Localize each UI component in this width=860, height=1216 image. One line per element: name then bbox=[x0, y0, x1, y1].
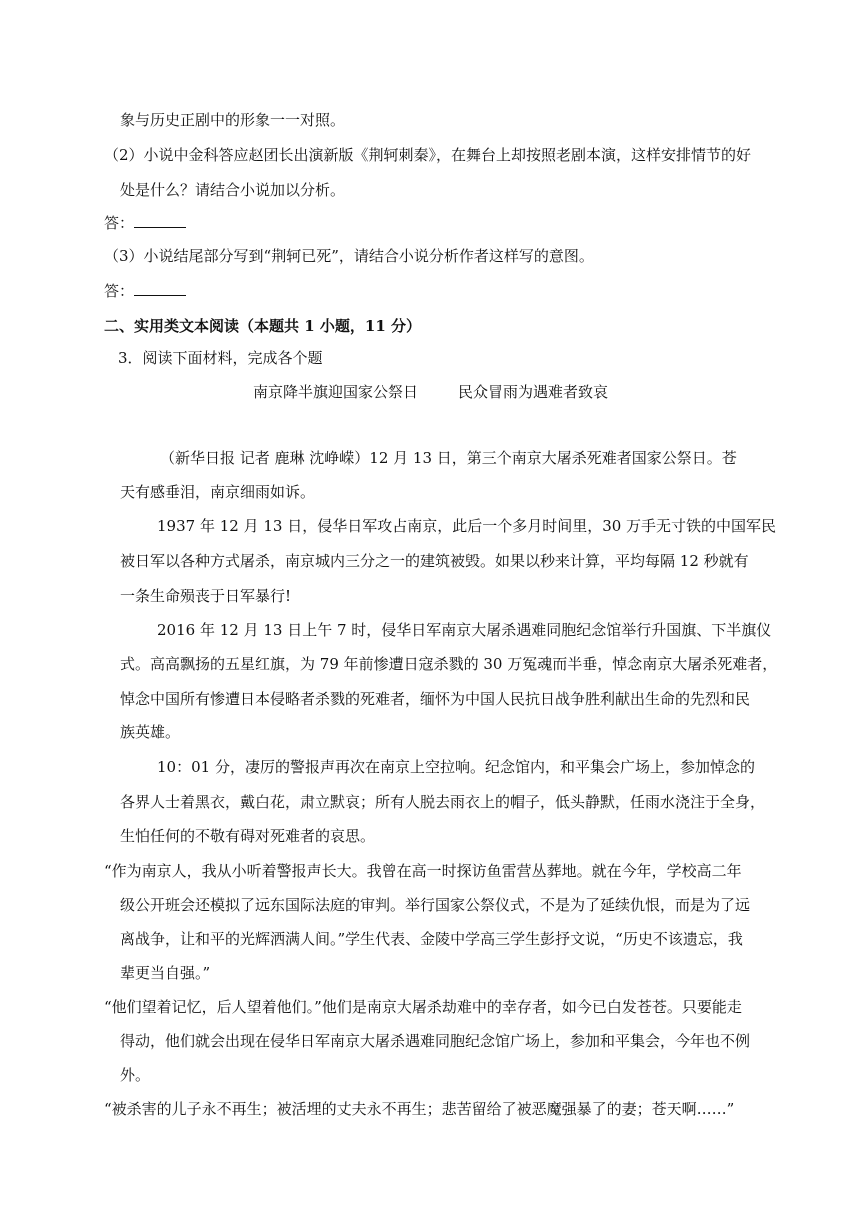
answer-label: 答： bbox=[104, 214, 135, 232]
paragraph-line: 10：01 分，凄厉的警报声再次在南京上空拉响。纪念馆内，和平集会广场上，参加悼念的 bbox=[157, 758, 755, 776]
paragraph-line: 族英雄。 bbox=[120, 723, 181, 741]
paragraph-line: 悼念中国所有惨遭日本侵略者杀戮的死难者，缅怀为中国人民抗日战争胜利献出生命的先烈和民 bbox=[120, 690, 751, 708]
paragraph-line: 辈更当自强。” bbox=[120, 964, 211, 982]
question-2-line-1: （2）小说中金科答应赵团长出演新版《荆轲刺秦》，在舞台上却按照老剧本演，这样安排情节的好 bbox=[104, 146, 752, 164]
paragraph-line: 式。高高飘扬的五星红旗，为 79 年前惨遭日寇杀戮的 30 万冤魂而半垂，悼念南京大屠杀死难者， bbox=[120, 655, 778, 673]
paragraph-line: “被杀害的儿子永不再生；被活埋的丈夫永不再生；悲苦留给了被恶魔强暴了的妻；苍天啊……” bbox=[104, 1100, 735, 1118]
question-2-line-2: 处是什么？请结合小说加以分析。 bbox=[120, 181, 346, 199]
paragraph-line: 级公开班会还模拟了远东国际法庭的审判。举行国家公祭仪式，不是为了延续仇恨，而是为了远 bbox=[120, 896, 751, 914]
answer-line-1 bbox=[104, 213, 186, 233]
question-intro: 3．阅读下面材料，完成各个题 bbox=[118, 349, 323, 367]
paragraph-line: 各界人士着黑衣，戴白花，肃立默哀；所有人脱去雨衣上的帽子，低头静默，任雨水浇注于全身， bbox=[120, 793, 766, 811]
paragraph-line: 离战争，让和平的光辉洒满人间。”学生代表、金陵中学高三学生彭抒文说，“历史不该遗忘，我 bbox=[120, 930, 743, 948]
article-title bbox=[253, 382, 608, 402]
paragraph-line: 象与历史正剧中的形象一一对照。 bbox=[120, 111, 346, 129]
paragraph-line: 1937 年 12 月 13 日，侵华日军攻占南京，此后一个多月时间里，30 万手无寸铁的中国军民 bbox=[157, 517, 777, 535]
paragraph-line: “作为南京人，我从小听着警报声长大。我曾在高一时探访鱼雷营丛葬地。就在今年，学校高二年 bbox=[104, 862, 742, 880]
paragraph-line: 生怕任何的不敬有碍对死难者的哀思。 bbox=[120, 827, 376, 845]
answer-label: 答： bbox=[104, 282, 135, 300]
paragraph-line: “他们望着记忆，后人望着他们。”他们是南京大屠杀劫难中的幸存者，如今已白发苍苍。只要能走 bbox=[104, 998, 742, 1016]
answer-line-2 bbox=[104, 281, 186, 301]
paragraph-line: 外。 bbox=[120, 1066, 151, 1084]
paragraph-line: 得动，他们就会出现在侵华日军南京大屠杀遇难同胞纪念馆广场上，参加和平集会，今年也不例 bbox=[120, 1032, 751, 1050]
article-title-left: 南京降半旗迎国家公祭日 bbox=[253, 383, 419, 401]
answer-blank[interactable] bbox=[134, 213, 186, 228]
paragraph-line: （新华日报 记者 鹿琳 沈峥嵘）12 月 13 日，第三个南京大屠杀死难者国家公祭日。苍 bbox=[160, 449, 737, 467]
article-title-right: 民众冒雨为遇难者致哀 bbox=[458, 383, 609, 401]
section-heading: 二、实用类文本阅读（本题共 1 小题，11 分） bbox=[104, 317, 421, 335]
paragraph-line: 被日军以各种方式屠杀，南京城内三分之一的建筑被毁。如果以秒来计算，平均每隔 12 秒就有 bbox=[120, 552, 749, 570]
paragraph-line: 天有感垂泪，南京细雨如诉。 bbox=[120, 483, 316, 501]
question-3-line: （3）小说结尾部分写到“荆轲已死”，请结合小说分析作者这样写的意图。 bbox=[104, 247, 594, 265]
answer-blank[interactable] bbox=[134, 281, 186, 296]
paragraph-line: 一条生命殒丧于日军暴行! bbox=[120, 587, 292, 605]
paragraph-line: 2016 年 12 月 13 日上午 7 时，侵华日军南京大屠杀遇难同胞纪念馆举行升国旗、下半旗仪 bbox=[157, 621, 772, 639]
